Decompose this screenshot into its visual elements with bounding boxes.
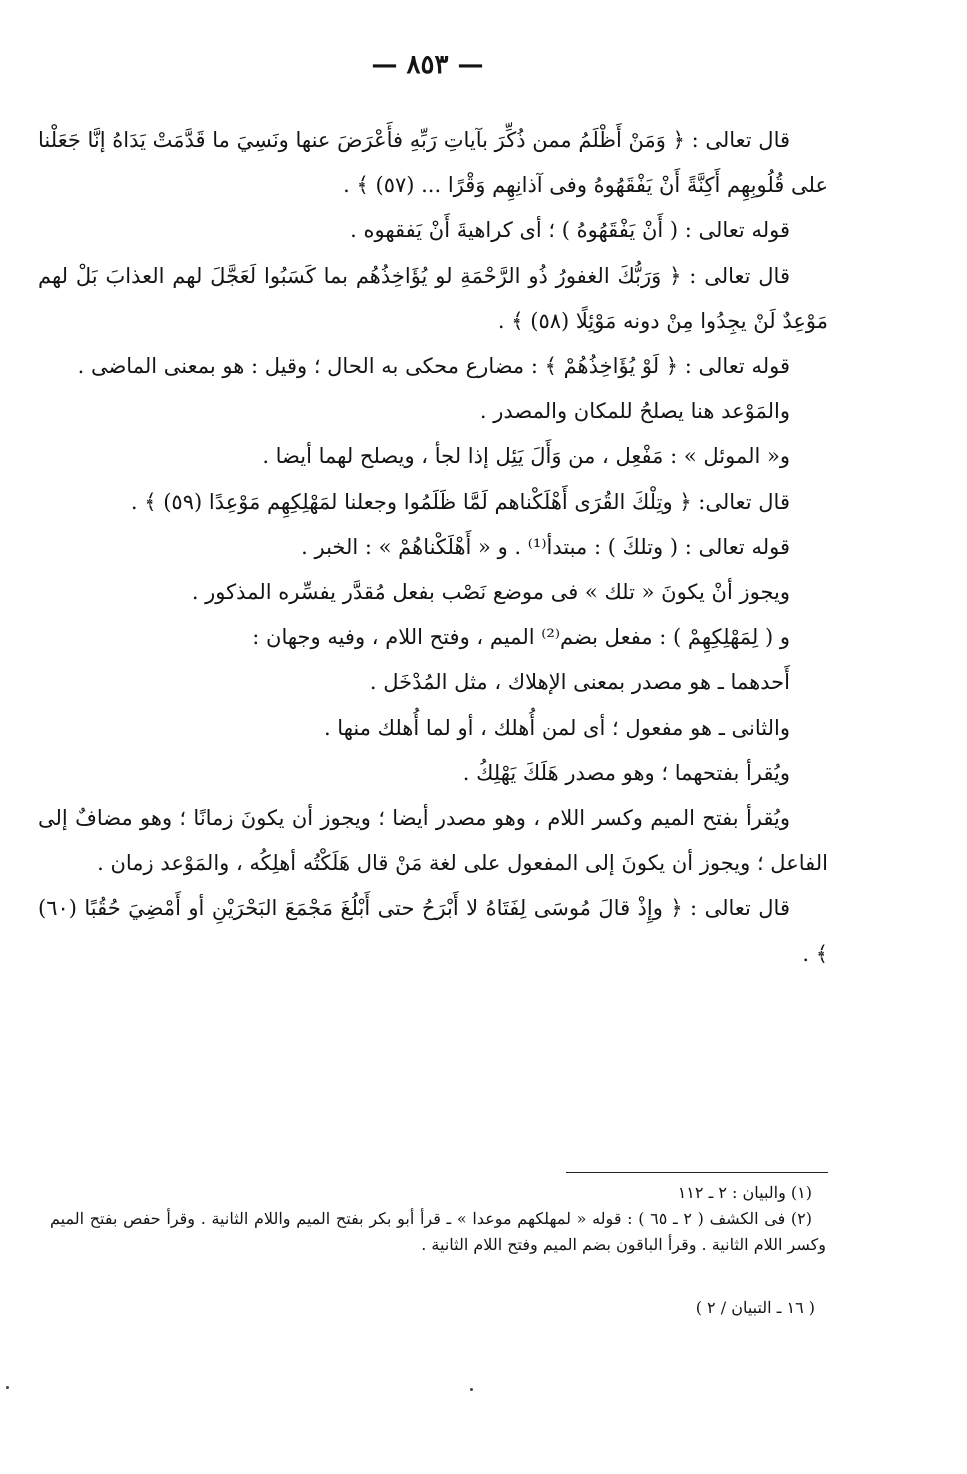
print-speck [470, 1388, 473, 1391]
paragraph-commentary-59-g: ويُقرأ بفتح الميم وكسر اللام ، وهو مصدر أيضا ؛ ويجوز أن يكونَ زمانًا ؛ وهو مضافٌ إلى الفاعل ؛ ويجوز أن يكونَ إلى المفعول على لغة مَنْ قال هَلَكْتُه أهلِكُه ، والمَوْعد زمان . [38, 806, 828, 876]
paragraph-commentary-59-f: ويُقرأ بفتحهما ؛ وهو مصدر هَلَكَ يَهْلِكُ . [462, 760, 790, 785]
footnote-divider [566, 1172, 828, 1173]
paragraph-commentary-59-d: أَحدهما ـ هو مصدر بمعنى الإهلاك ، مثل المُدْخَل . [369, 670, 790, 695]
footnotes [50, 1180, 826, 1258]
paragraph-commentary-57: قوله تعالى : ( أَنْ يَفْقَهُوهُ ) ؛ أى كراهيةَ أَنْ يَفقهوه . [350, 218, 790, 243]
paragraph-verse-60: قال تعالى : ﴿ وإِذْ قالَ مُوسَى لِفَتَاهُ لا أَبْرَحُ حتى أَبْلُغَ مَجْمَعَ البَحْرَيْنِ أو أَمْضِيَ حُقُبًا (٦٠) ﴾ . [38, 896, 828, 966]
paragraph-commentary-59-e: والثانى ـ هو مفعول ؛ أى لمن أُهلك ، أو لما أُهلك منها . [323, 715, 790, 740]
page-number: — ٨٥٣ — [371, 50, 484, 80]
paragraph-commentary-59-a: قوله تعالى : ( وتلكَ ) : مبتدأ⁽¹⁾ . و « أَهْلَكْناهُمْ » : الخبر . [301, 534, 790, 559]
paragraph-commentary-59-b: ويجوز أنْ يكونَ « تلك » فى موضع نَصْب بفعل مُقدَّر يفسِّره المذكور . [191, 580, 790, 605]
paragraph-verse-57: قال تعالى : ﴿ وَمَنْ أَظْلَمُ ممن ذُكِّرَ بآياتِ رَبِّهِ فأَعْرَضَ عنها ونَسِيَ ما قَدَّمَتْ يَدَاهُ إنَّا جَعَلْنا على قُلُوبِهِم أَكِنَّةً أَنْ يَفْقَهُوهُ وفى آذانِهِم وَقْرًا ... (٥٧) ﴾ . [38, 128, 828, 198]
paragraph-commentary-59-c: و ( لِمَهْلِكِهِمْ ) : مفعل بضم⁽²⁾ الميم ، وفتح اللام ، وفيه وجهان : [252, 625, 790, 650]
footnote-2: (٢) فى الكشف ( ٢ ـ ٦٥ ) : قوله « لمهلكهم موعدا » ـ قرأ أبو بكر بفتح الميم واللام الثانية . وقرأ حفص بفتح الميم وكسر اللام الثانية . وقرأ الباقون بضم الميم وفتح اللام الثانية . [50, 1209, 826, 1254]
paragraph-commentary-58-c: و« الموئل » : مَفْعِل ، من وَأَلَ يَئِل إذا لجأ ، ويصلح لهما أيضا . [262, 444, 790, 469]
paragraph-verse-58: قال تعالى : ﴿ وَرَبُّكَ الغفورُ ذُو الرَّحْمَةِ لو يُؤَاخِذُهُم بما كَسَبُوا لَعَجَّلَ لهم العذابَ بَلْ لهم مَوْعِدٌ لَنْ يجِدُوا مِنْ دونه مَوْئِلًا (٥٨) ﴾ . [38, 263, 828, 333]
paragraph-commentary-58-b: والمَوْعد هنا يصلحُ للمكان والمصدر . [479, 399, 790, 424]
paragraph-verse-59: قال تعالى: ﴿ وتِلْكَ القُرَى أَهْلَكْناهم لَمَّا ظَلَمُوا وجعلنا لمَهْلِكِهِم مَوْعِدًا (٥٩) ﴾ . [130, 489, 790, 514]
print-speck [6, 1386, 9, 1389]
main-text [38, 118, 828, 977]
footnote-1: (١) والبيان : ٢ ـ ١١٢ [677, 1183, 812, 1202]
paragraph-commentary-58-a: قوله تعالى : ﴿ لَوْ يُؤَاخِذُهُمْ ﴾ : مضارع محكى به الحال ؛ وقيل : هو بمعنى الماضى . [77, 354, 790, 379]
signature-mark: ( ١٦ ـ التبيان / ٢ ) [695, 1298, 815, 1317]
